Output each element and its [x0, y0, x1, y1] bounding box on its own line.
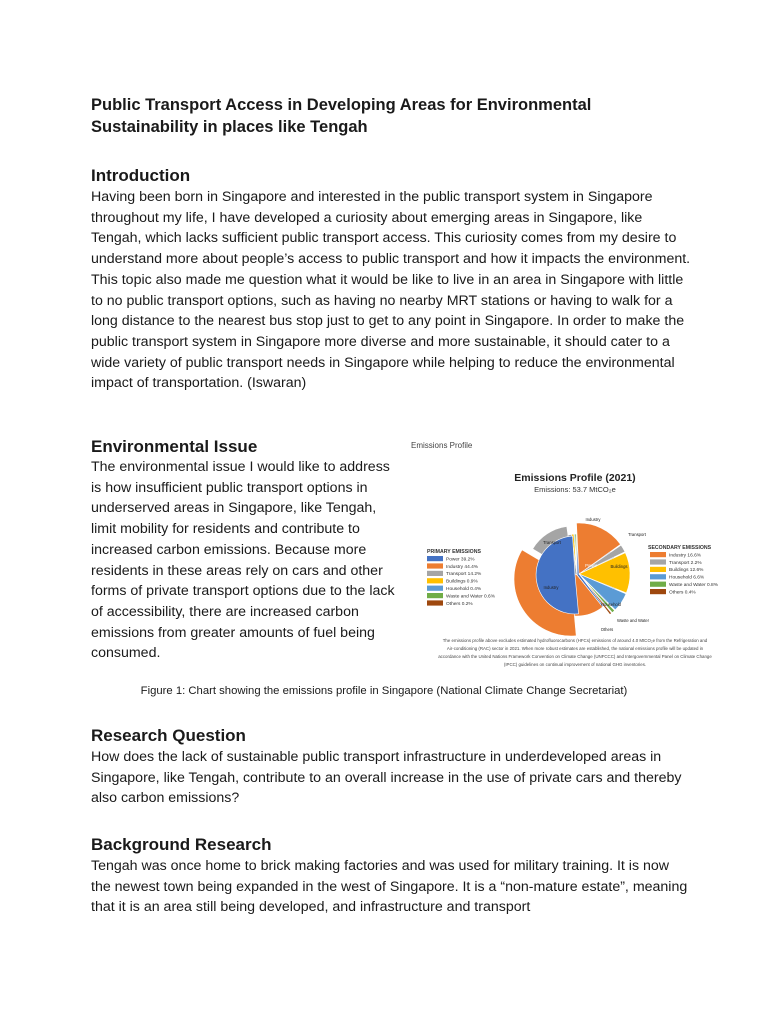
- legend-label-others: Others 0.4%: [669, 590, 696, 596]
- primary-legend-title: PRIMARY EMISSIONS: [427, 549, 481, 555]
- legend-swatch-industry: [427, 563, 443, 568]
- slice-label-buildings: Buildings: [610, 564, 628, 569]
- slice-label-others: Others: [600, 627, 614, 632]
- emissions-profile-figure: [405, 434, 745, 674]
- legend-label-household: Household 6.6%: [669, 575, 705, 581]
- slice-label-household: Household: [600, 602, 622, 607]
- legend-swatch-household: [650, 574, 666, 579]
- legend-swatch-buildings: [650, 567, 666, 572]
- legend-label-buildings: Buildings 12.6%: [669, 568, 704, 574]
- legend-swatch-industry: [650, 552, 666, 557]
- secondary-legend: [650, 552, 719, 595]
- footnote-line: accordance with the United Nations Framework Convention on Climate Change (UNFCCC) and Intergovernmental Panel on Climate Change: [438, 654, 712, 659]
- footnote-line: (IPCC) guidelines on continual improvement of national GHG inventories.: [503, 662, 647, 667]
- slice-label-transport: Transport: [628, 532, 646, 537]
- environmental-issue-paragraph: The environmental issue I would like to address is how insufficient public transport options in underserved areas in Singapore, like Tengah, limit mobility for residents and contribute to increased carbon emissions. Because more residents in these areas rely on cars and other forms of private transport options due to the lack of accessibility, there are increased carbon emissions from greater amounts of fuel being consumed.: [91, 459, 395, 662]
- legend-label-transport: Transport 2.2%: [669, 560, 702, 566]
- legend-label-others: Others 0.2%: [446, 601, 473, 607]
- slice-label-power: Power: [585, 563, 597, 568]
- document-title: Public Transport Access in Developing Areas for Environmental Sustainability in places like Tengah: [91, 96, 592, 136]
- footnote-line: Air-conditioning (RAC) sector in 2021. When more robust estimates are established, the national emissions profile will be updated in: [446, 646, 704, 651]
- secondary-legend-title: SECONDARY EMISSIONS: [648, 545, 712, 551]
- figure-caption: Figure 1: Chart showing the emissions profile in Singapore (National Climate Change Secretariat): [140, 685, 628, 697]
- legend-swatch-others: [427, 600, 443, 605]
- chart-title: Emissions Profile (2021): [514, 472, 636, 484]
- legend-label-industry: Industry 16.6%: [669, 553, 701, 559]
- figure-footnote: [438, 638, 712, 667]
- primary-legend: [427, 556, 496, 607]
- secondary-emissions-pie: [514, 523, 630, 636]
- footnote-line: The emissions profile above excludes estimated hydrofluorocarbons (HFCs) emissions of around 4.0 MtCO₂e from the Refrigeration and: [442, 638, 708, 643]
- introduction-heading: Introduction: [91, 166, 191, 185]
- legend-label-waste-and-water: Waste and Water 0.8%: [669, 583, 718, 588]
- legend-swatch-waste-and-water: [427, 593, 443, 598]
- chart-subtitle: Emissions: 53.7 MtCO₂e: [534, 485, 616, 494]
- background-research-heading: Background Research: [91, 835, 272, 854]
- legend-swatch-buildings: [427, 578, 443, 583]
- research-question-heading: Research Question: [91, 726, 246, 745]
- legend-label-household: Household 0.4%: [446, 587, 482, 592]
- research-question-paragraph: How does the lack of sustainable public transport infrastructure in underdeveloped areas in Singapore, like Tengah, contribute to an overall increase in the use of private cars and thereby also carbon emissions?: [91, 749, 682, 807]
- legend-swatch-household: [427, 586, 443, 591]
- slice-label-industry: Industry: [543, 585, 559, 590]
- legend-swatch-waste-and-water: [650, 582, 666, 587]
- introduction-paragraph: Having been born in Singapore and interested in the public transport system in Singapore throughout my life, I have developed a curiosity about emerging areas in Singapore, like Tengah, which lacks sufficient public transport access. This curiosity comes from my desire to understand more about people’s access to public transport and how it impacts the environment. This topic also made me question what it would be like to live in an area in Singapore with little to no public transport options, such as having no nearby MRT stations or having to walk for a long distance to the nearest bus stop just to get to any point in Singapore. In order to make the public transport system in Singapore more diverse and more sustainable, it should cater to a wide variety of public transport needs in Singapore while helping to reduce the environmental impact of transportation. (Iswaran): [91, 189, 691, 392]
- legend-label-buildings: Buildings 0.9%: [446, 579, 478, 585]
- figure-header: Emissions Profile: [411, 441, 473, 450]
- legend-label-industry: Industry 44.4%: [446, 564, 478, 570]
- slice-label-industry: Industry: [585, 517, 601, 522]
- legend-label-transport: Transport 14.2%: [446, 572, 482, 578]
- legend-swatch-power: [427, 556, 443, 561]
- legend-label-waste-and-water: Waste and Water 0.6%: [446, 594, 495, 600]
- legend-swatch-transport: [650, 559, 666, 564]
- legend-swatch-others: [650, 589, 666, 594]
- legend-swatch-transport: [427, 571, 443, 576]
- slice-label-waste-and-water: Waste and Water: [616, 618, 650, 623]
- background-research-paragraph: Tengah was once home to brick making factories and was used for military training. It is now the newest town being expanded in the west of Singapore. It is a “non-mature estate”, meaning that it is an area still being developed, and infrastructure and transport: [91, 858, 688, 916]
- slice-label-transport: Transport: [543, 540, 561, 545]
- environmental-issue-heading: Environmental Issue: [91, 437, 258, 456]
- legend-label-power: Power 39.2%: [446, 557, 475, 563]
